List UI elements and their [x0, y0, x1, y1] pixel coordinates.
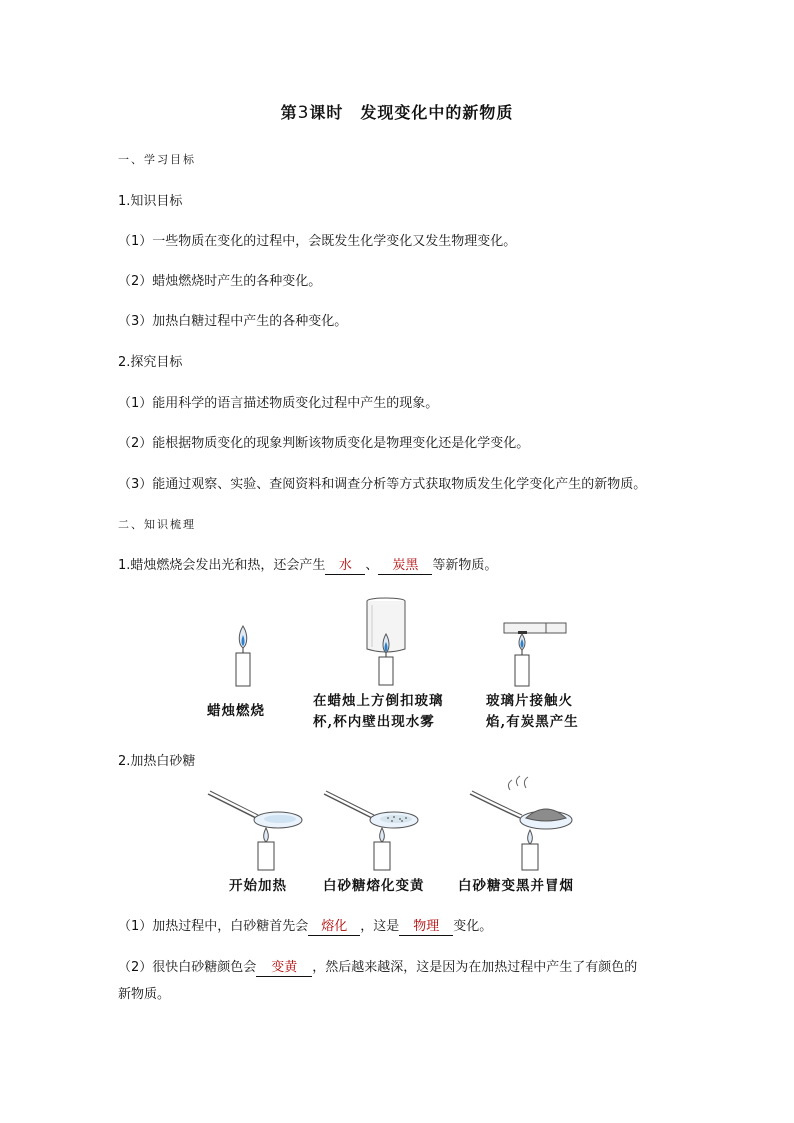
question-2-1: （1）加热过程中，白砂糖首先会 熔化 ，这是 物理 变化。 — [118, 919, 493, 934]
question-1: 1.蜡烛燃烧会发出光和热，还会产生 水 、 炭黑 等新物质。 — [118, 558, 498, 573]
sugar-start-heating-illustration — [206, 790, 306, 872]
explore-goal-item: （2）能根据物质变化的现象判断该物质变化是物理变化还是化学变化。 — [118, 436, 530, 451]
knowledge-goal-item: （3）加热白糖过程中产生的各种变化。 — [118, 314, 348, 329]
knowledge-goal-item: （2）蜡烛燃烧时产生的各种变化。 — [118, 274, 322, 289]
answer-blank: 变黄 — [256, 960, 312, 977]
answer-blank: 熔化 — [308, 919, 360, 936]
caption-glass-cup-line2: 杯,杯内壁出现水雾 — [313, 714, 435, 730]
caption-glass-slide-line1: 玻璃片接触火 — [486, 693, 573, 709]
answer-blank: 炭黑 — [378, 558, 432, 575]
caption-glass-slide-line2: 焰,有炭黑产生 — [486, 714, 579, 730]
knowledge-goal-heading: 1.知识目标 — [118, 194, 183, 209]
caption-sugar-melting: 白砂糖熔化变黄 — [323, 878, 425, 894]
section-heading-review: 二、知识梳理 — [118, 518, 196, 531]
knowledge-goal-item: （1）一些物质在变化的过程中，会既发生化学变化又发生物理变化。 — [118, 234, 517, 249]
page-title: 第3课时 发现变化中的新物质 — [280, 103, 514, 123]
answer-blank: 水 — [325, 558, 365, 575]
caption-sugar-blackening: 白砂糖变黑并冒烟 — [458, 878, 574, 894]
answer-blank: 物理 — [399, 919, 453, 936]
candle-glass-slide-illustration — [500, 618, 570, 688]
caption-glass-cup-line1: 在蜡烛上方倒扣玻璃 — [313, 693, 444, 709]
explore-goal-item: （1）能用科学的语言描述物质变化过程中产生的现象。 — [118, 396, 439, 411]
question-2-2-continued: 新物质。 — [118, 987, 171, 1002]
explore-goal-heading: 2.探究目标 — [118, 355, 183, 370]
caption-start-heating: 开始加热 — [229, 878, 287, 894]
explore-goal-item: （3）能通过观察、实验、查阅资料和调查分析等方式获取物质发生化学变化产生的新物质。 — [118, 477, 647, 492]
question-2-heading: 2.加热白砂糖 — [118, 754, 196, 769]
sugar-blackening-illustration — [468, 778, 578, 872]
caption-candle-burning: 蜡烛燃烧 — [207, 703, 265, 719]
sugar-melting-illustration — [322, 790, 422, 872]
question-2-2: （2）很快白砂糖颜色会 变黄 ，然后越来越深，这是因为在加热过程中产生了有颜色的 — [118, 960, 638, 975]
section-heading-goals: 一、学习目标 — [118, 153, 196, 166]
candle-glass-cup-illustration — [362, 597, 410, 687]
candle-burning-illustration — [228, 618, 258, 688]
